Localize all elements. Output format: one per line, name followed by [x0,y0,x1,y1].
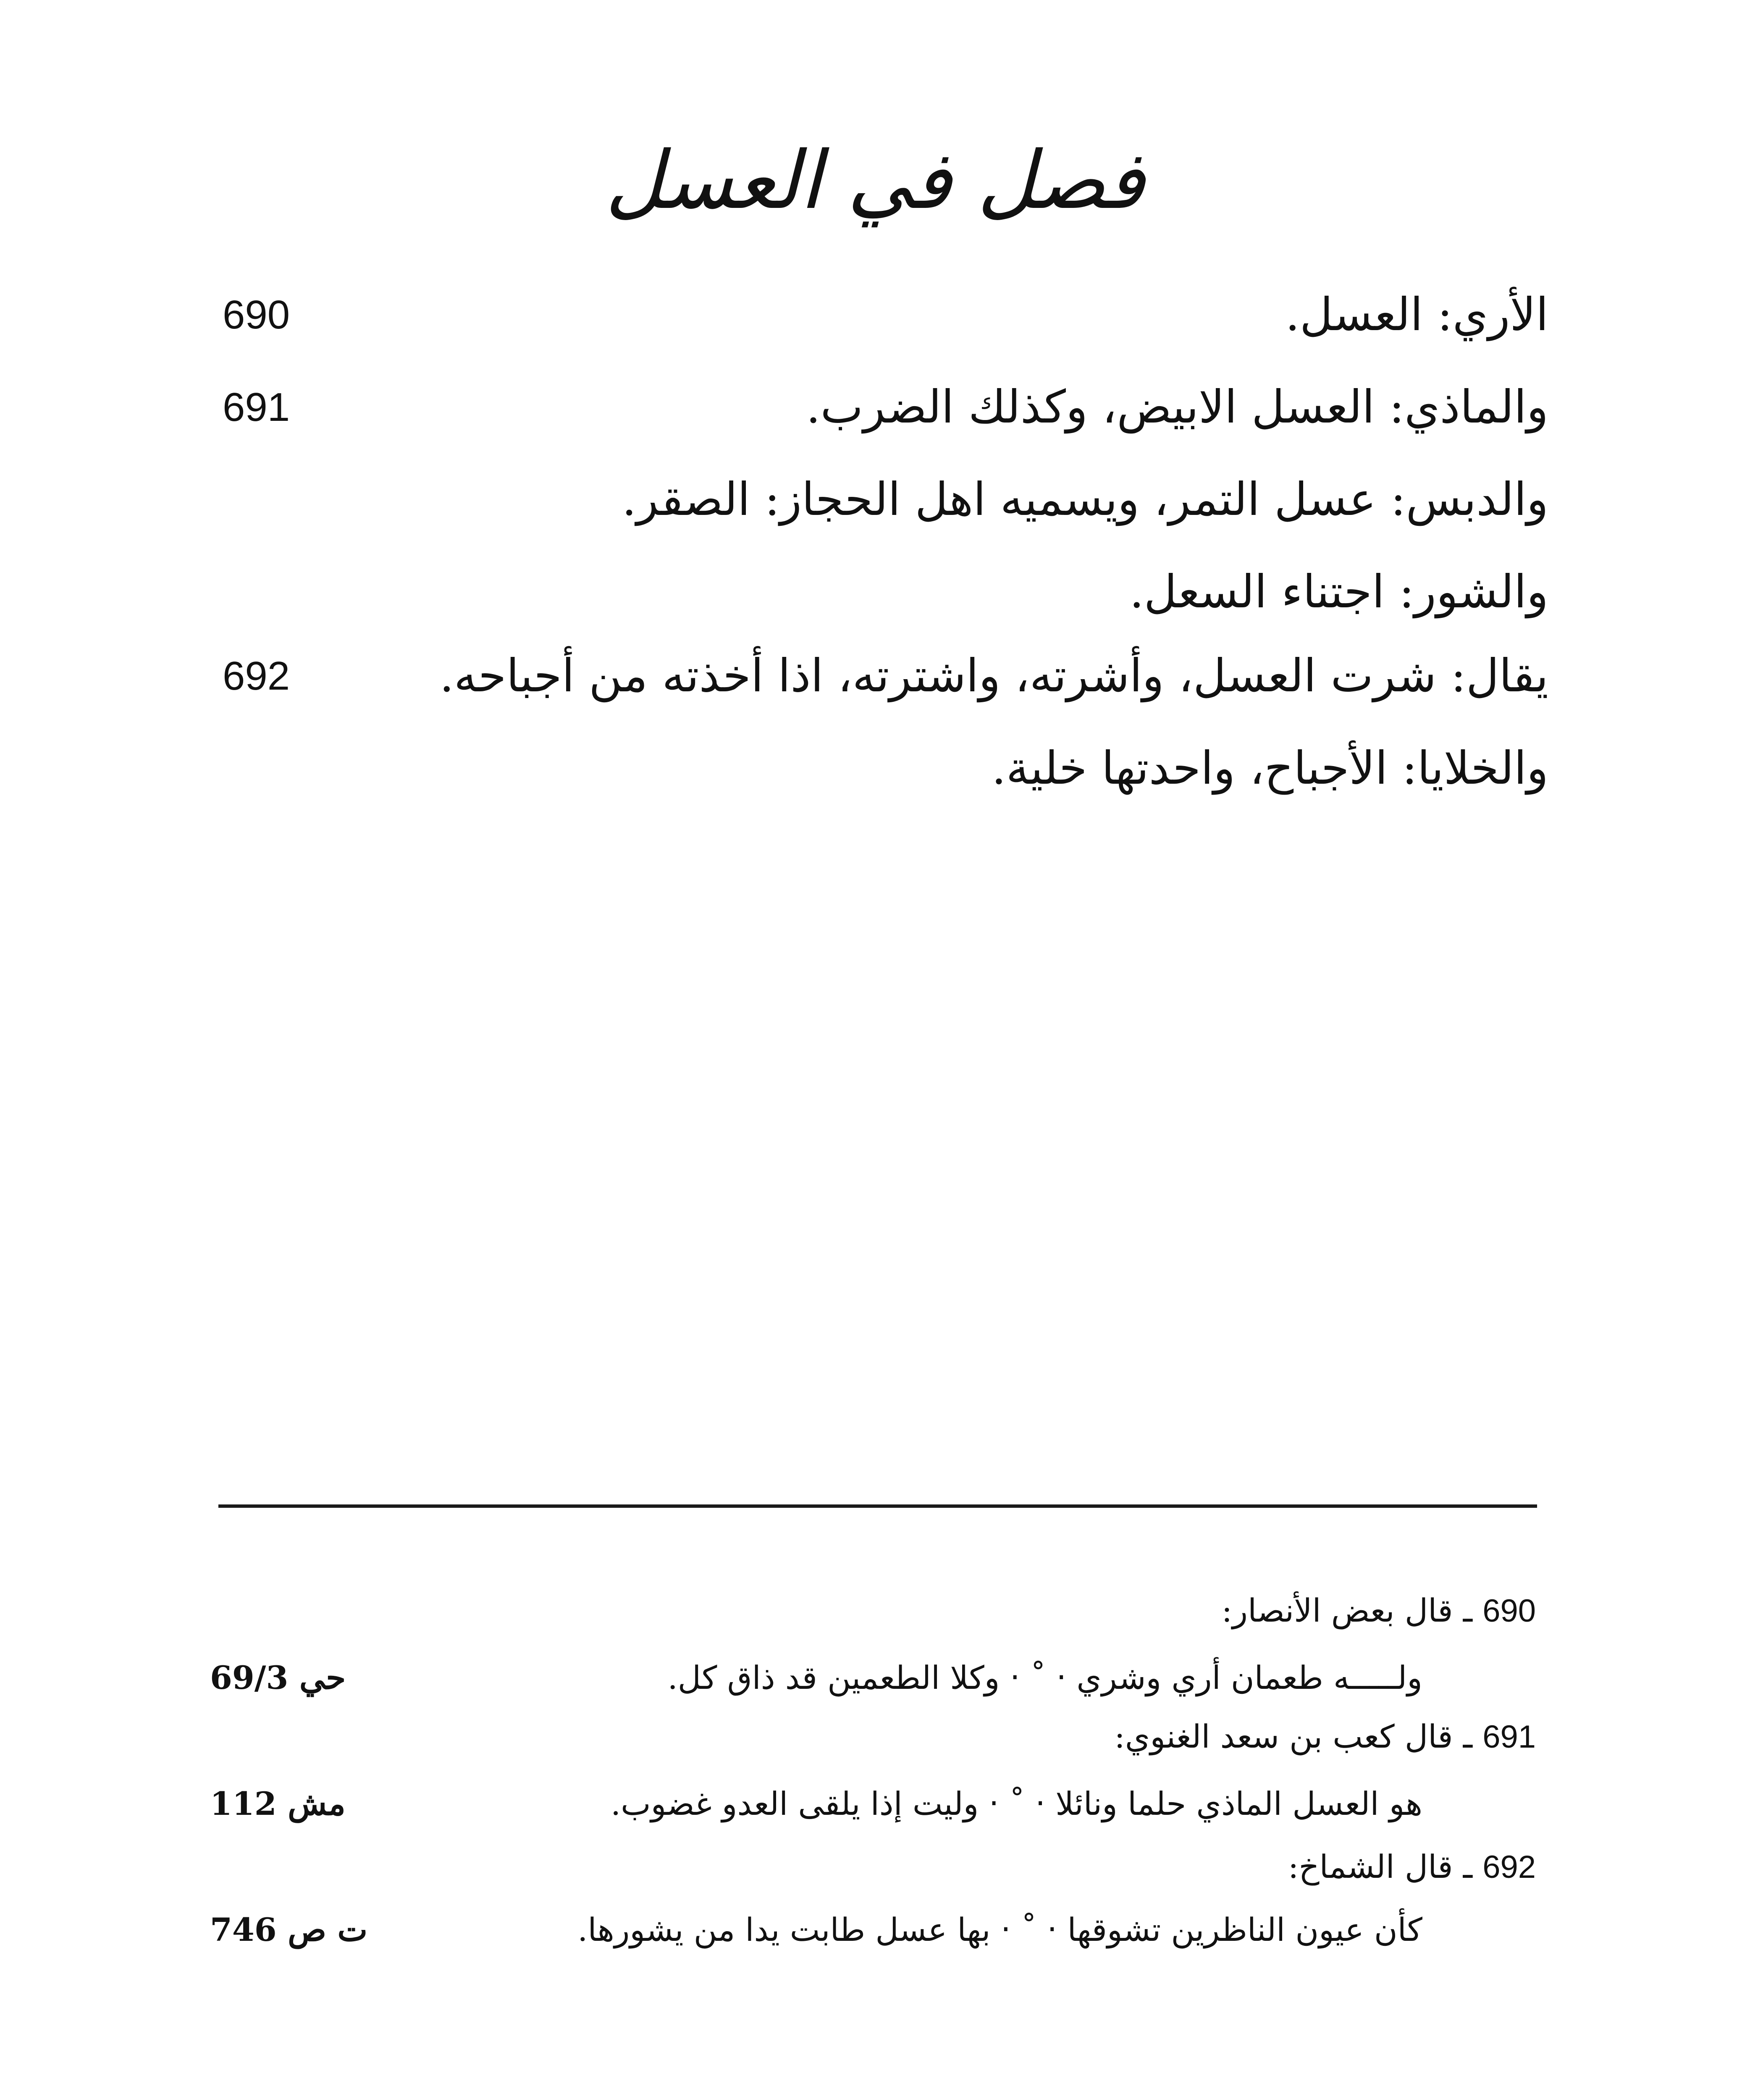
footnote-verse-line [0,1898,1750,1961]
entry-number: 691 [223,385,290,430]
footnote-dash: ـ [1453,1592,1473,1629]
footnote-source: ت ص 746 [210,1911,368,1948]
footnote-number: 690 [1482,1593,1536,1629]
footnote-dash: ـ [1453,1718,1473,1755]
entry-text: والشور: اجتناء السعل. [1129,566,1548,618]
footnote-heading [276,1579,1536,1642]
footnote-number: 692 [1482,1849,1536,1885]
footnote-heading [276,1705,1536,1768]
entry-text: والماذي: العسل الابيض، وكذلك الضرب. [806,381,1548,433]
footnote-source: مش 112 [210,1785,346,1822]
entry-text: والخلايا: الأجباح، واحدتها خلية. [992,742,1548,795]
entry-text: يقال: شرت العسل، وأشرته، واشترته، اذا أخذته من أجباحه. [439,650,1548,702]
footnote-verse: هو العسل الماذي حلما ونائلا ‧ ˚ ‧ وليت إذا يلقى العدو غضوب. [610,1785,1422,1822]
footnote-intro: قال كعب بن سعد الغنوي: [1114,1718,1453,1755]
footnote-heading [276,1835,1536,1898]
entry-line [0,269,1750,361]
footnote-verse: ولـــــه طعمان أري وشري ‧ ˚ ‧ وكلا الطعمين قد ذاق كل. [667,1659,1422,1696]
footnote-intro: قال الشماخ: [1288,1848,1453,1885]
footnote-source: حي 69/3 [210,1659,346,1696]
entry-line [0,546,1750,638]
entry-line [0,454,1750,546]
entry-number: 690 [223,292,290,337]
footnote-dash: ـ [1453,1848,1473,1885]
footnote-verse: كأن عيون الناظرين تشوقها ‧ ˚ ‧ بها عسل طابت يدا من يشورها. [577,1911,1422,1948]
section-heading: فصل في العسل [605,134,1145,227]
footnote-verse-line [0,1646,1750,1709]
entry-number: 692 [223,654,290,698]
footnote-intro: قال بعض الأنصار: [1221,1592,1453,1629]
entry-line [0,630,1750,722]
footnote-verse-line [0,1772,1750,1835]
entry-text: الأري: العسل. [1285,289,1548,341]
entry-line [0,361,1750,454]
entry-text: والدبس: عسل التمر، ويسميه اهل الحجاز: الصقر. [622,473,1548,526]
footnote-divider [218,1504,1537,1508]
entry-line [0,722,1750,815]
footnote-number: 691 [1482,1719,1536,1755]
